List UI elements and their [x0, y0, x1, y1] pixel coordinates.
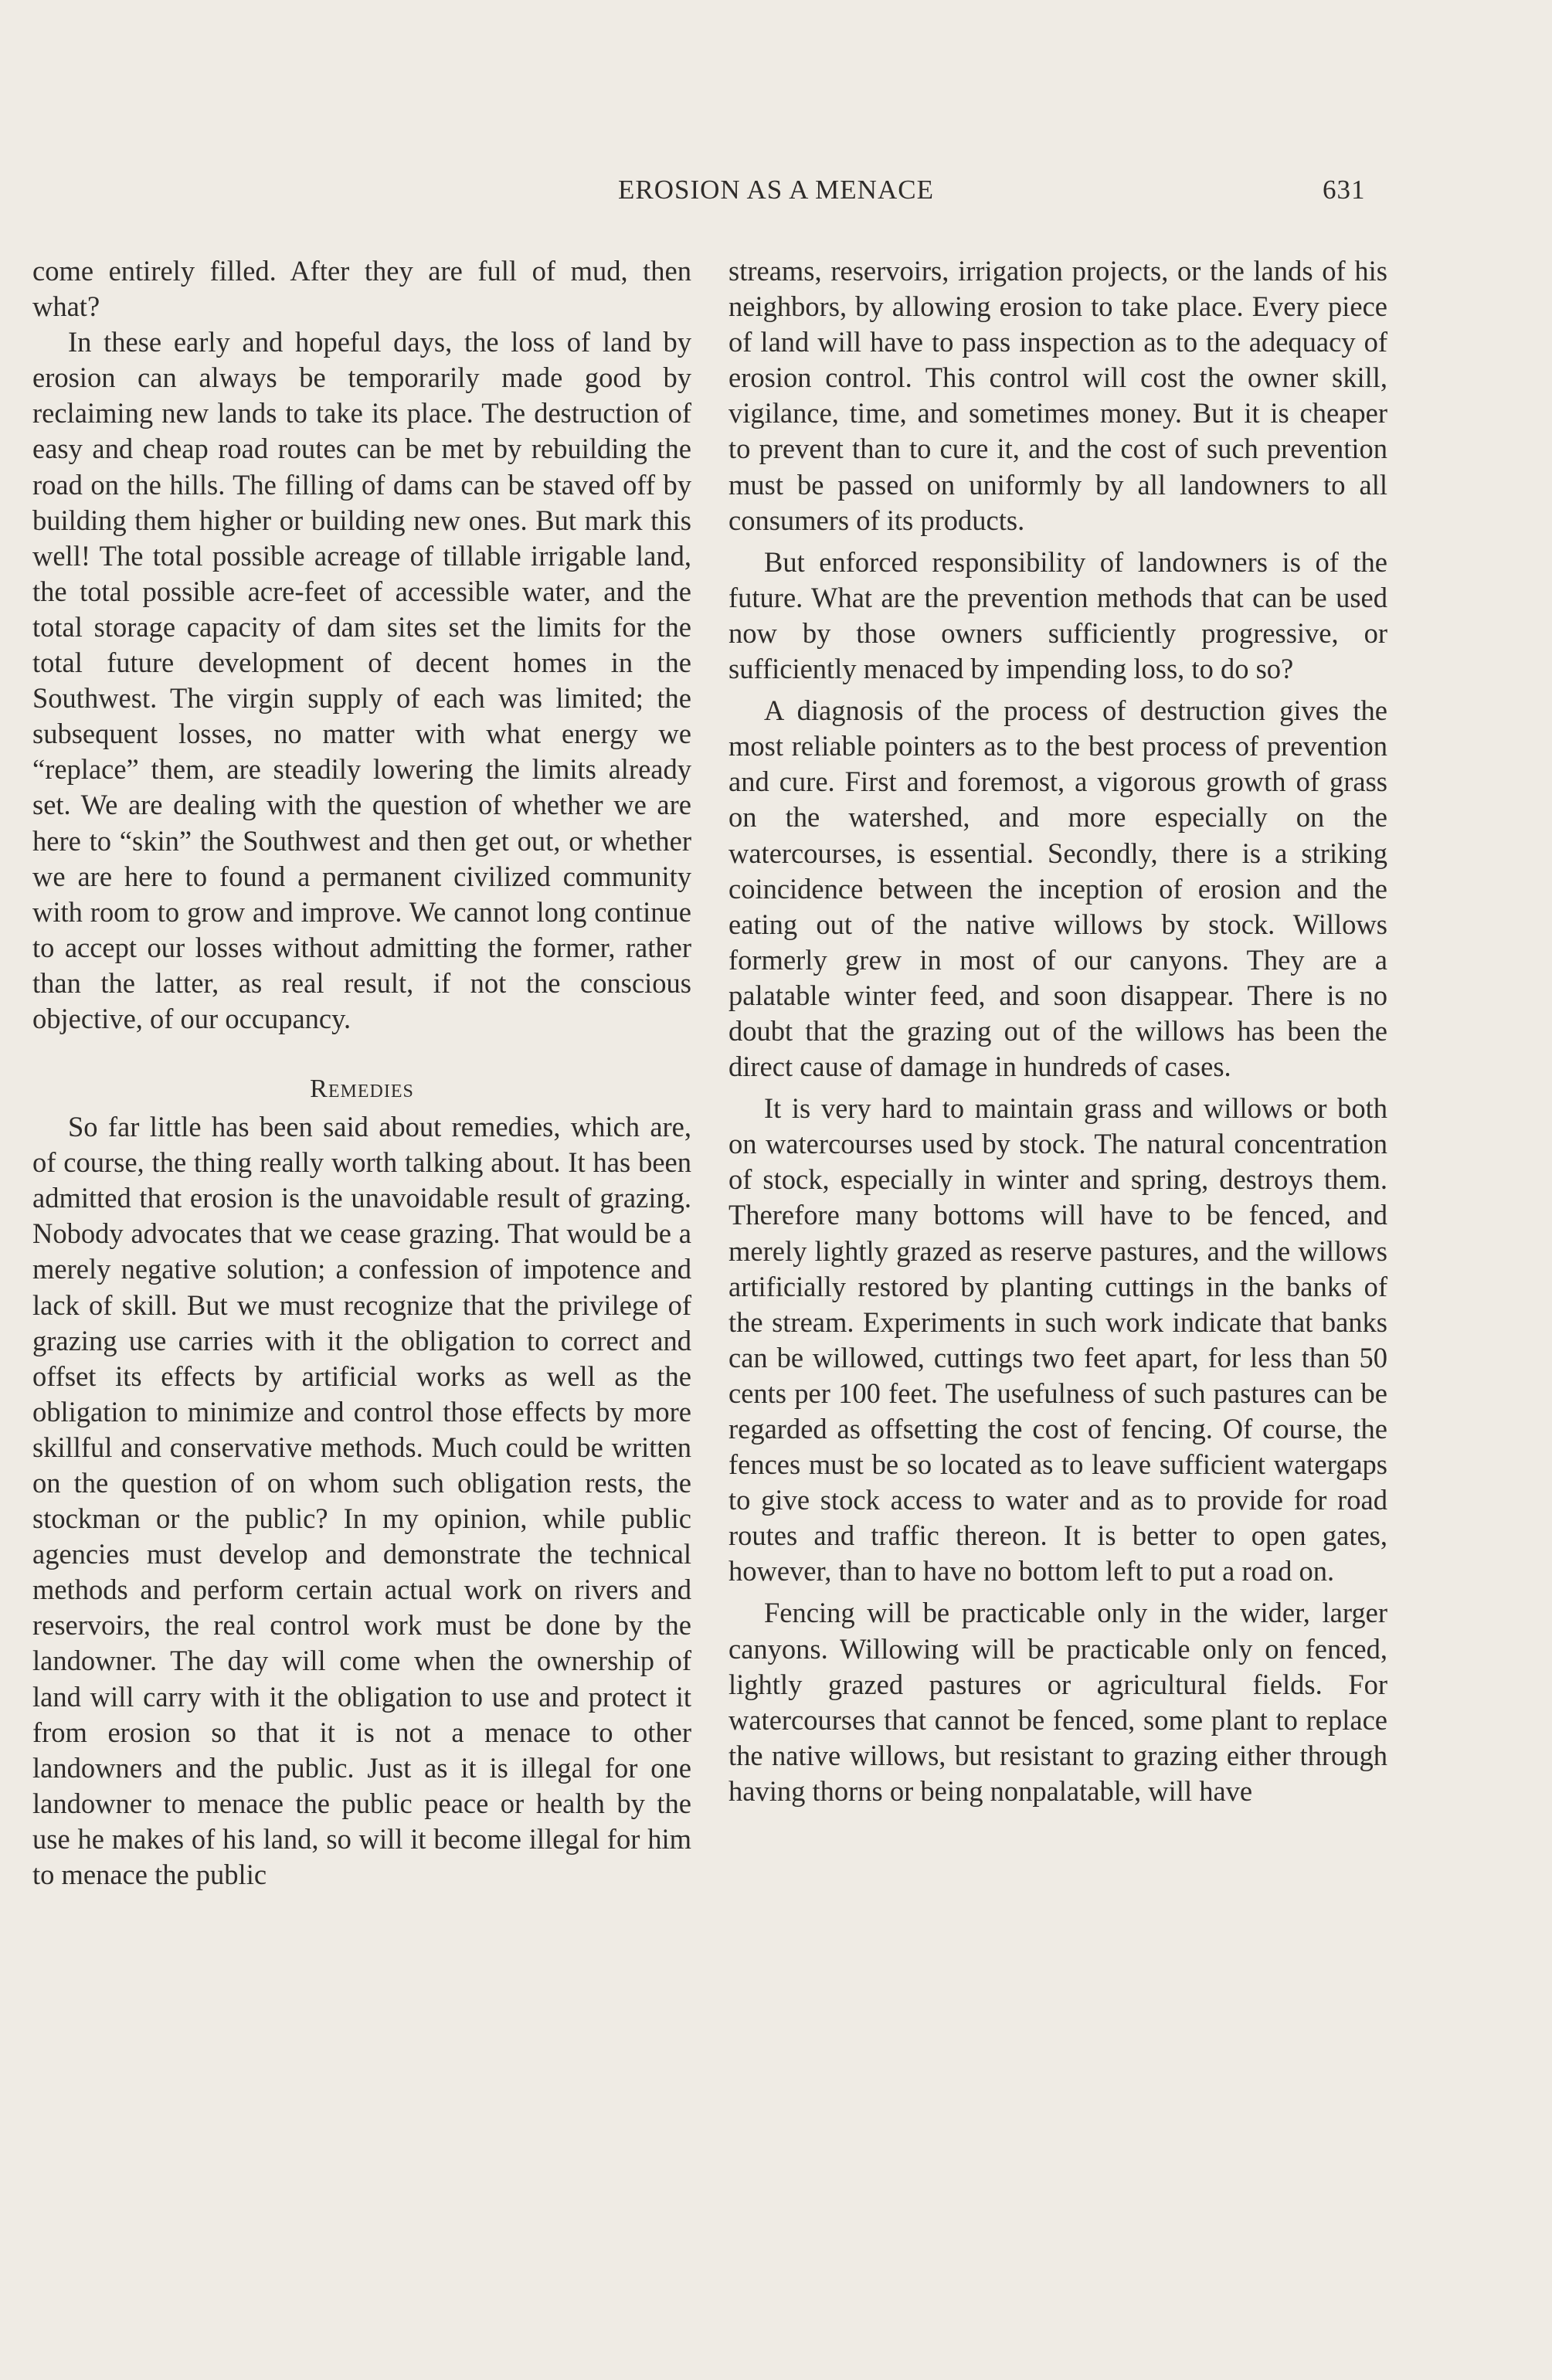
paragraph: So far little has been said about remedies, which are, of course, the thing really worth talking about. It has been admitted that erosion is the unavoidable result of grazing. Nobody advocates that we cease grazing. That would be a merely negative solution; a confession of impotence and lack of skill. But we must recognize that the privilege of grazing use carries with it the obligation to correct and offset its effects by artificial works as well as the obligation to minimize and control those effects by more skillful and conservative methods. Much could be written on the question of on whom such obligation rests, the stockman or the public? In my opinion, while public agencies must develop and demonstrate the technical methods and perform certain actual work on rivers and reservoirs, the real control work must be done by the landowner. The day will come when the ownership of land will carry with it the obligation to use and protect it from erosion so that it is not a menace to other landowners and the public. Just as it is illegal for one landowner to menace the public peace or health by the use he makes of his land, so will it become illegal for him to menace the public: [32, 1111, 691, 1891]
paragraph: Fencing will be practicable only in the wider, larger canyons. Willowing will be practicable only on fenced, lightly grazed pastures or agricultural fields. For watercourses that cannot be fenced, some plant to replace the native willows, but resistant to grazing either through having thorns or being nonpalatable, will have: [728, 1597, 1387, 1807]
paragraph: It is very hard to maintain grass and willows or both on watercourses used by stock. The natural concentration of stock, especially in winter and spring, destroys them. Therefore many bottoms will have to be fenced, and merely lightly grazed as reserve pastures, and the willows artificially restored by planting cuttings in the banks of the stream. Experiments in such work indicate that banks can be willowed, cuttings two feet apart, for less than 50 cents per 100 feet. The usefulness of such pastures can be regarded as offsetting the cost of fencing. Of course, the fences must be so located as to leave sufficient watergaps to give stock access to water and as to provide for road routes and traffic thereon. It is better to open gates, however, than to have no bottom left to put a road on.: [728, 1092, 1387, 1587]
left-column: [32, 253, 691, 1893]
paragraph: streams, reservoirs, irrigation projects, or the lands of his neighbors, by allowing erosion to take place. Every piece of land will have to pass inspection as to the adequacy of erosion control. This control will cost the owner skill, vigilance, time, and sometimes money. But it is cheaper to prevent than to cure it, and the cost of such prevention must be passed on uniformly by all landowners to all consumers of its products.: [728, 255, 1387, 536]
section-heading-remedies: Remedies: [310, 1075, 414, 1104]
running-title: EROSION AS A MENACE: [618, 175, 934, 205]
paragraph: come entirely filled. After they are full of mud, then what?: [32, 255, 691, 323]
right-column: [728, 253, 1387, 1809]
page-number: 631: [1323, 175, 1366, 205]
paragraph: In these early and hopeful days, the loss of land by erosion can always be temporarily made good by reclaiming new lands to take its place. The destruction of easy and cheap road routes can be met by rebuilding the road on the hills. The filling of dams can be staved off by building them higher or building new ones. But mark this well! The total possible acreage of tillable irrigable land, the total possible acre-feet of accessible water, and the total storage capacity of dam sites set the limits for the total future development of decent homes in the Southwest. The virgin supply of each was limited; the subsequent losses, no matter with what energy we “replace” them, are steadily lowering the limits already set. We are dealing with the question of whether we are here to “skin” the Southwest and then get out, or whether we are here to found a permanent civilized community with room to grow and improve. We cannot long continue to accept our losses without admitting the former, rather than the latter, as real result, if not the conscious objective, of our occupancy.: [32, 326, 691, 1034]
paragraph: A diagnosis of the process of destruction gives the most reliable pointers as to the best process of prevention and cure. First and foremost, a vigorous growth of grass on the watershed, and more especially on the watercourses, is essential. Secondly, there is a striking coincidence between the inception of erosion and the eating out of the native willows by stock. Willows formerly grew in most of our canyons. They are a palatable winter feed, and soon disappear. There is no doubt that the grazing out of the willows has been the direct cause of damage in hundreds of cases.: [728, 694, 1387, 1083]
running-header: [0, 175, 1552, 213]
paragraph: But enforced responsibility of landowners is of the future. What are the prevention methods that can be used now by those owners sufficiently progressive, or sufficiently menaced by impending loss, to do so?: [728, 545, 1387, 685]
